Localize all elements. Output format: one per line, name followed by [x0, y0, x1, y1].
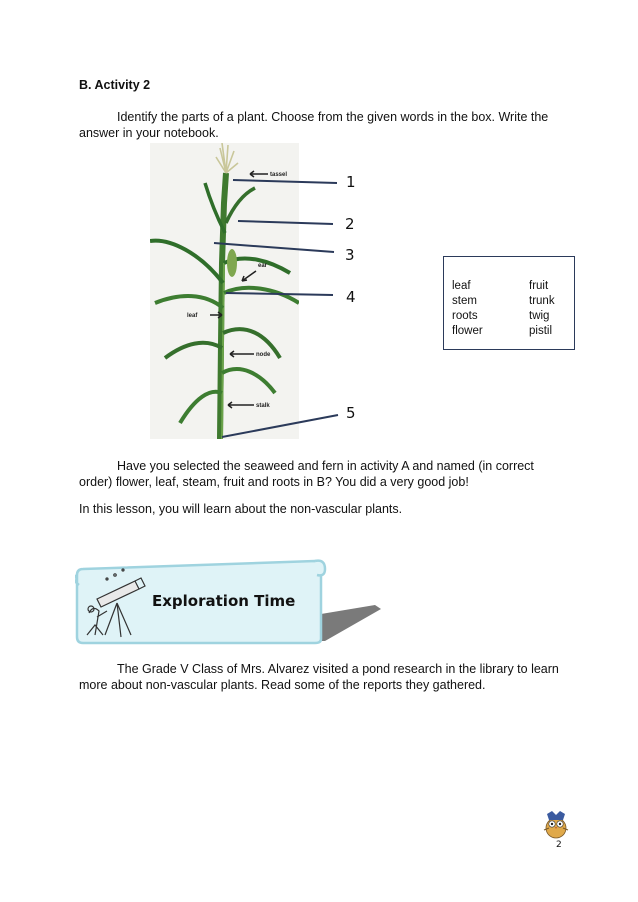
word-box-item: twig	[529, 310, 550, 322]
blank-number-1: 1	[346, 173, 356, 191]
lesson-paragraph: In this lesson, you will learn about the non-vascular plants.	[79, 502, 403, 516]
blank-number-3: 3	[345, 246, 355, 264]
word-box-item: stem	[452, 295, 477, 307]
review-paragraph	[79, 459, 569, 490]
word-box-item: flower	[452, 325, 483, 337]
word-box-item: trunk	[529, 295, 555, 307]
word-box-item: roots	[452, 310, 478, 322]
label-ear: ear	[258, 263, 268, 269]
owl-mascot-icon	[541, 808, 571, 840]
label-stalk: stalk	[256, 403, 270, 409]
blank-number-2: 2	[345, 215, 355, 233]
instructions-text: Identify the parts of a plant. Choose from the given words in the box. Write the answer in your notebook.	[79, 110, 549, 140]
page-number: 2	[556, 840, 562, 850]
word-box-item: pistil	[529, 325, 553, 337]
label-tassel: tassel	[270, 172, 288, 178]
word-box-item: leaf	[452, 280, 471, 292]
story-text: The Grade V Class of Mrs. Alvarez visited a pond research in the library to learn more about non-vascular plants. Read some of the reports they gathered.	[79, 662, 559, 692]
label-node: node	[256, 352, 271, 358]
word-box-item: fruit	[529, 280, 549, 292]
word-box	[443, 256, 575, 350]
banner-title: Exploration Time	[152, 592, 296, 610]
story-paragraph	[79, 662, 569, 693]
blank-number-5: 5	[346, 404, 356, 422]
label-leaf: leaf	[187, 313, 198, 319]
review-text: Have you selected the seaweed and fern in activity A and named (in correct order) flower, leaf, steam, fruit and roots in B? You did a very good job!	[79, 459, 534, 489]
blank-number-4: 4	[346, 288, 356, 306]
activity-heading: B. Activity 2	[79, 78, 151, 92]
